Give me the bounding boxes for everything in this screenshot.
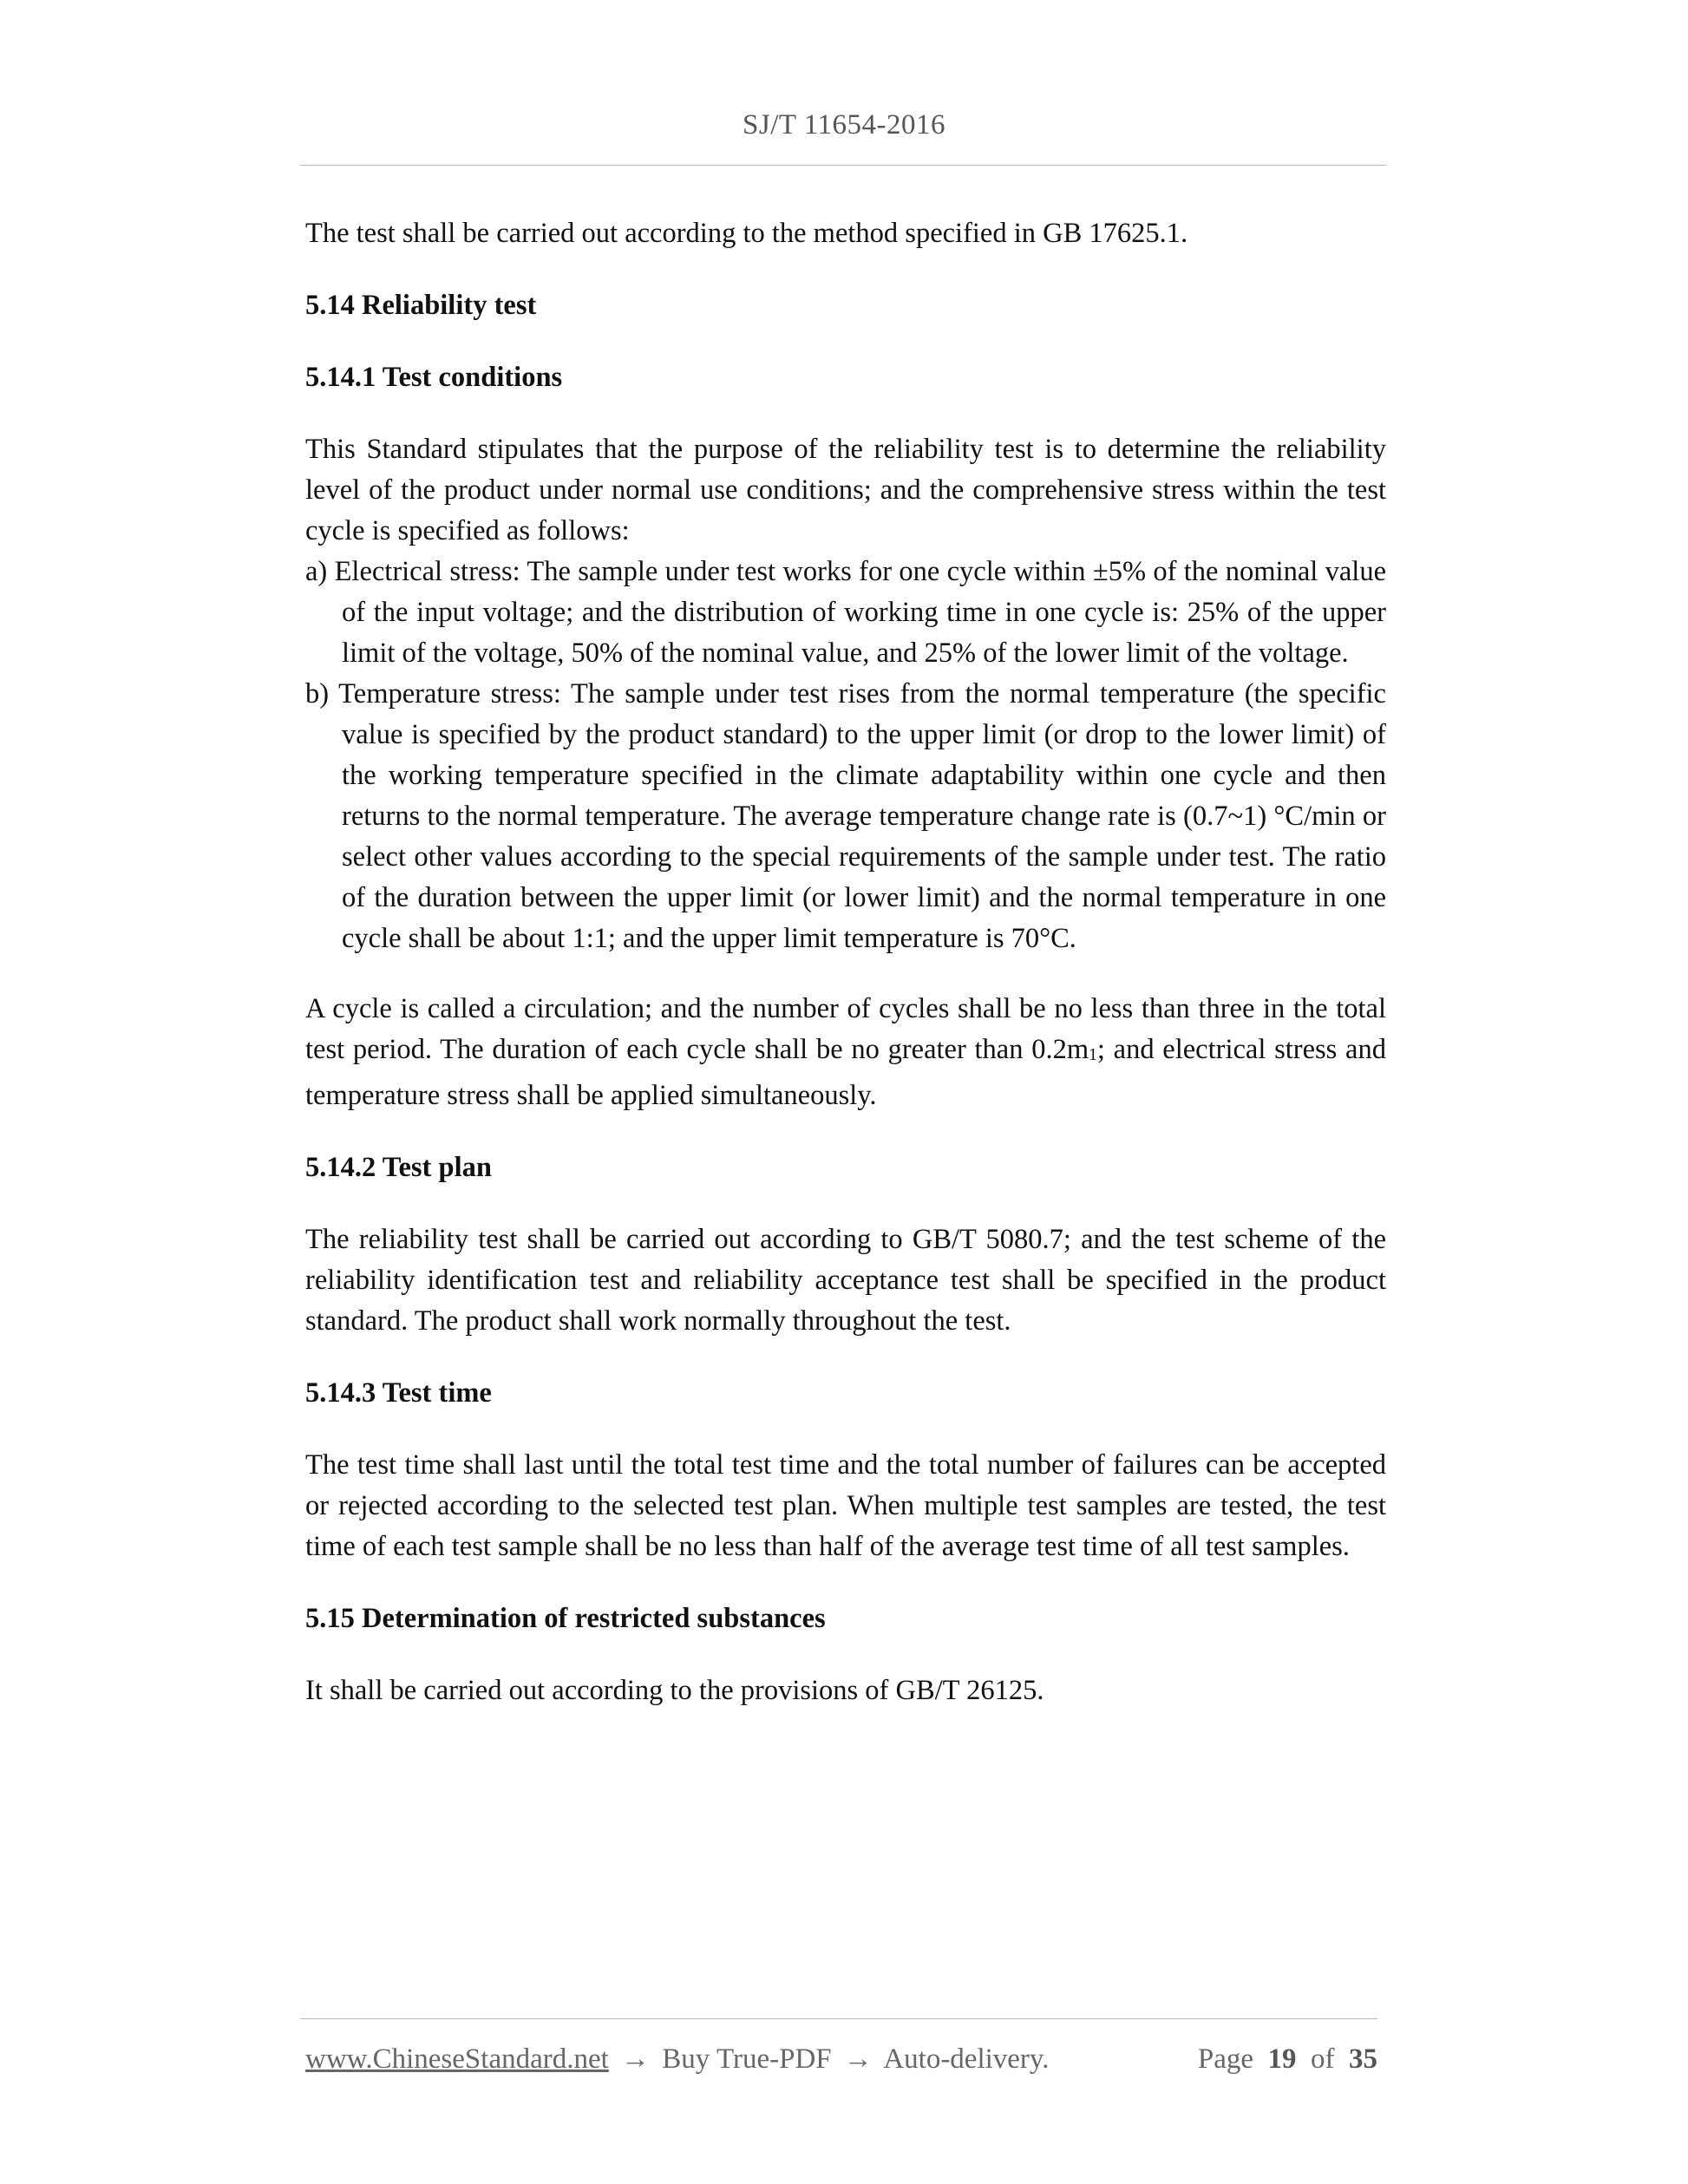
section-heading-5-15: 5.15 Determination of restricted substances	[305, 1603, 826, 1634]
page-total: 35	[1349, 2043, 1377, 2075]
cycle-text-end: ; and electrical stress and temperature stress shall be applied simultaneously.	[305, 1034, 1386, 1111]
arrow-right-icon: →	[843, 2043, 873, 2075]
section-heading-5-14-2: 5.14.2 Test plan	[305, 1152, 492, 1183]
conditions-paragraph: This Standard stipulates that the purpose of the reliability test is to determine the reliability level of the product under normal use conditions; and the comprehensive stress within the test cycle is specified as follows:	[305, 434, 1386, 546]
page-indicator	[1198, 2040, 1377, 2078]
header-divider	[300, 165, 1386, 166]
page-of-label: of	[1311, 2043, 1335, 2075]
list-item-electrical-stress: a) Electrical stress: The sample under test works for one cycle within ±5% of the nominal value of the input voltage; and the distribution of working time in one cycle is: 25% of the upper limit of the voltage, 50% of the nominal value, and 25% of the lower limit of the voltage.	[305, 556, 1386, 669]
restricted-paragraph: It shall be carried out according to the provisions of GB/T 26125.	[305, 1675, 1044, 1706]
footer-divider	[300, 2018, 1377, 2019]
list-item-temperature-stress: b) Temperature stress: The sample under test rises from the normal temperature (the specific value is specified by the product standard) to the upper limit (or drop to the lower limit) of the working temperature specified in the climate adaptability within one cycle and then returns to the normal temperature. The average temperature change rate is (0.7~1) °C/min or select other values according to the special requirements of the sample under test. The ratio of the duration between the upper limit (or lower limit) and the normal temperature in one cycle shall be about 1:1; and the upper limit temperature is 70°C.	[305, 678, 1386, 954]
cycle-paragraph	[305, 989, 1386, 1116]
cycle-text-start: A cycle is called a circulation; and the number of cycles shall be no less than three in the total test period. The duration of each cycle shall be no greater than 0.2m	[305, 993, 1386, 1065]
buy-pdf-text: Buy True-PDF	[662, 2043, 832, 2075]
time-paragraph: The test time shall last until the total test time and the total number of failures can be accepted or rejected according to the selected test plan. When multiple test samples are tested, the test time of each test sample shall be no less than half of the average test time of all test samples.	[305, 1449, 1386, 1562]
auto-delivery-text: Auto-delivery.	[883, 2043, 1050, 2075]
plan-paragraph: The reliability test shall be carried out according to GB/T 5080.7; and the test scheme of the reliability identification test and reliability acceptance test shall be specified in the product standard. The product shall work normally throughout the test.	[305, 1224, 1386, 1337]
page-footer	[305, 2040, 1377, 2078]
document-code-header: SJ/T 11654-2016	[743, 109, 945, 141]
section-heading-5-14: 5.14 Reliability test	[305, 290, 537, 321]
page-content	[305, 213, 1386, 1711]
page-current: 19	[1267, 2043, 1297, 2075]
website-link[interactable]: www.ChineseStandard.net	[305, 2043, 609, 2075]
section-heading-5-14-3: 5.14.3 Test time	[305, 1377, 492, 1409]
intro-paragraph: The test shall be carried out according to the method specified in GB 17625.1.	[305, 218, 1188, 249]
arrow-right-icon: →	[621, 2043, 651, 2075]
section-heading-5-14-1: 5.14.1 Test conditions	[305, 362, 563, 393]
page-label: Page	[1197, 2043, 1253, 2075]
cycle-subscript: 1	[1089, 1046, 1097, 1064]
